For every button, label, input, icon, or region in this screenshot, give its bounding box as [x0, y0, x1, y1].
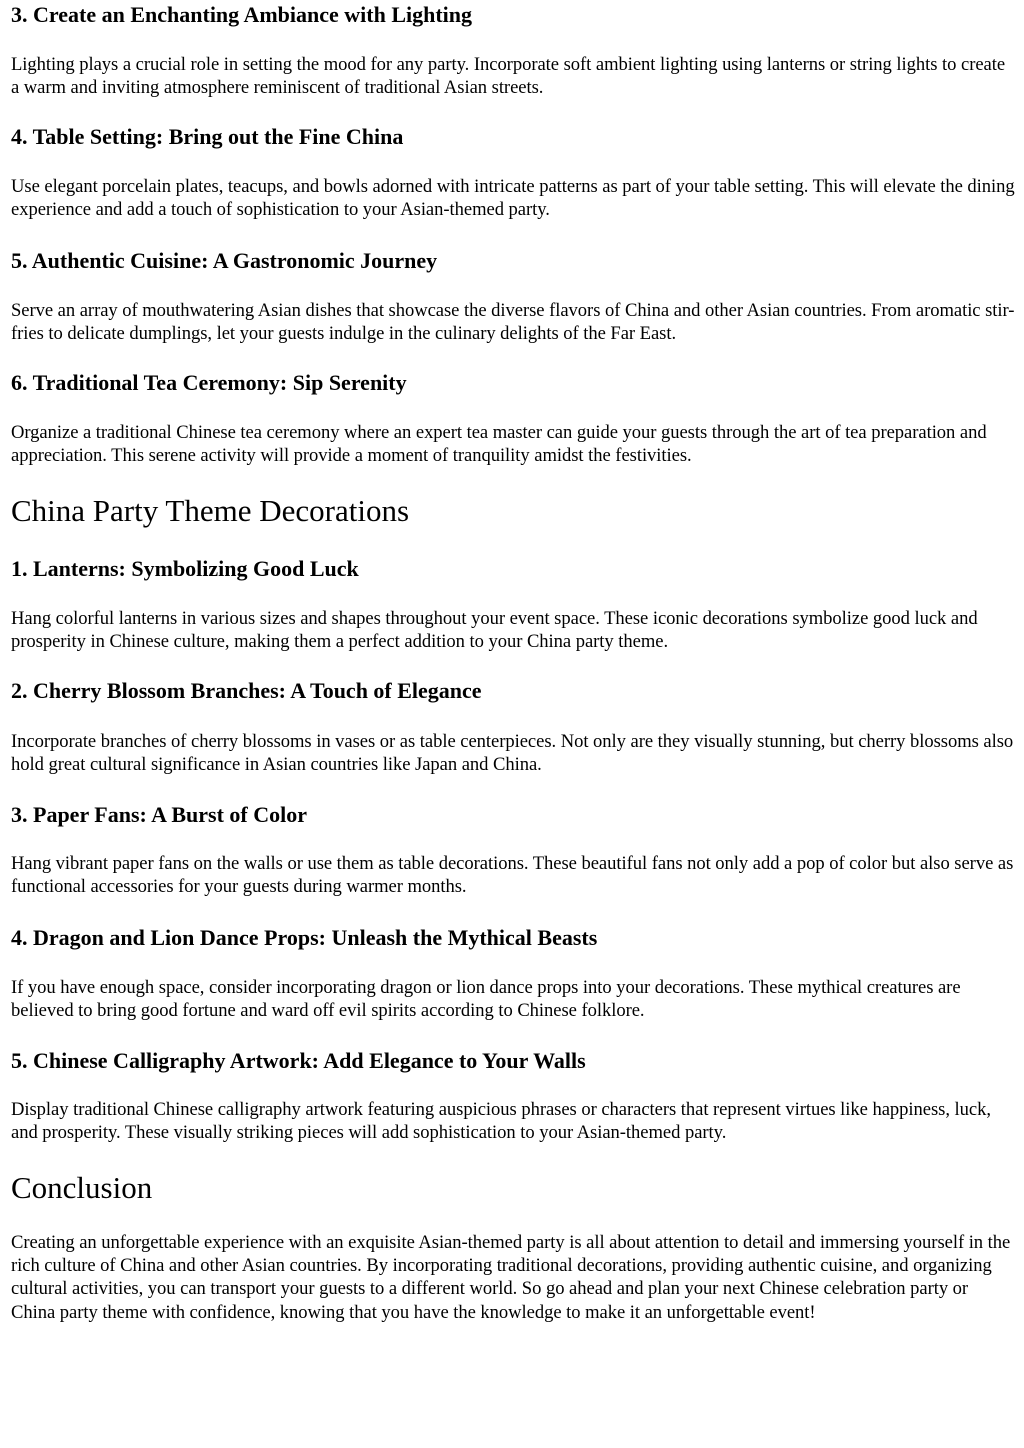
decorations-title: China Party Theme Decorations	[11, 493, 410, 528]
decoration-heading: 2. Cherry Blossom Branches: A Touch of Elegance	[11, 678, 482, 703]
section-heading: 6. Traditional Tea Ceremony: Sip Serenity	[11, 370, 407, 395]
decoration-body: Incorporate branches of cherry blossoms in vases or as table centerpieces. Not only are they visually stunning, but cherry blossoms also hold great cultural significance in Asian countries like Japan and China.	[11, 731, 1014, 776]
section-body: Use elegant porcelain plates, teacups, and bowls adorned with intricate patterns as part of your table setting. This will elevate the dining experience and add a touch of sophistication to your Asian-themed party.	[11, 176, 1015, 221]
decoration-heading: 4. Dragon and Lion Dance Props: Unleash the Mythical Beasts	[11, 925, 598, 950]
decoration-heading: 1. Lanterns: Symbolizing Good Luck	[11, 556, 359, 581]
section-heading: 3. Create an Enchanting Ambiance with Lighting	[11, 2, 473, 27]
section-heading: 4. Table Setting: Bring out the Fine China	[11, 124, 404, 149]
decoration-body: If you have enough space, consider incorporating dragon or lion dance props into your decorations. These mythical creatures are believed to bring good fortune and ward off evil spirits according to Chinese folklore.	[11, 977, 961, 1022]
section-body: Lighting plays a crucial role in setting the mood for any party. Incorporate soft ambient lighting using lanterns or string lights to create a warm and inviting atmosphere reminiscent of traditional Asian streets.	[11, 54, 1006, 99]
decoration-body: Hang vibrant paper fans on the walls or use them as table decorations. These beautiful fans not only add a pop of color but also serve as functional accessories for your guests during warmer months.	[11, 853, 1014, 898]
section-heading: 5. Authentic Cuisine: A Gastronomic Journey	[11, 248, 438, 273]
decoration-body: Display traditional Chinese calligraphy artwork featuring auspicious phrases or characters that represent virtues like happiness, luck, and prosperity. These visually striking pieces will add sophistication to your Asian-themed party.	[11, 1099, 991, 1144]
decoration-heading: 5. Chinese Calligraphy Artwork: Add Elegance to Your Walls	[11, 1048, 586, 1073]
section-body: Organize a traditional Chinese tea ceremony where an expert tea master can guide your guests through the art of tea preparation and appreciation. This serene activity will provide a moment of tranquility amidst the festivities.	[11, 422, 987, 467]
conclusion-title: Conclusion	[11, 1170, 153, 1205]
decoration-body: Hang colorful lanterns in various sizes and shapes throughout your event space. These iconic decorations symbolize good luck and prosperity in Chinese culture, making them a perfect addition to your China party theme.	[11, 608, 978, 653]
section-body: Serve an array of mouthwatering Asian dishes that showcase the diverse flavors of China and other Asian countries. From aromatic stir-fries to delicate dumplings, let your guests indulge in the culinary delights of the Far East.	[11, 300, 1015, 345]
decoration-heading: 3. Paper Fans: A Burst of Color	[11, 802, 307, 827]
conclusion-body: Creating an unforgettable experience with an exquisite Asian-themed party is all about attention to detail and immersing yourself in the rich culture of China and other Asian countries. By incorporating traditional decorations, providing authentic cuisine, and organizing cultural activities, you can transport your guests to a different world. So go ahead and plan your next Chinese celebration party or China party theme with confidence, knowing that you have the knowledge to make it an unforgettable event!	[11, 1232, 1011, 1323]
